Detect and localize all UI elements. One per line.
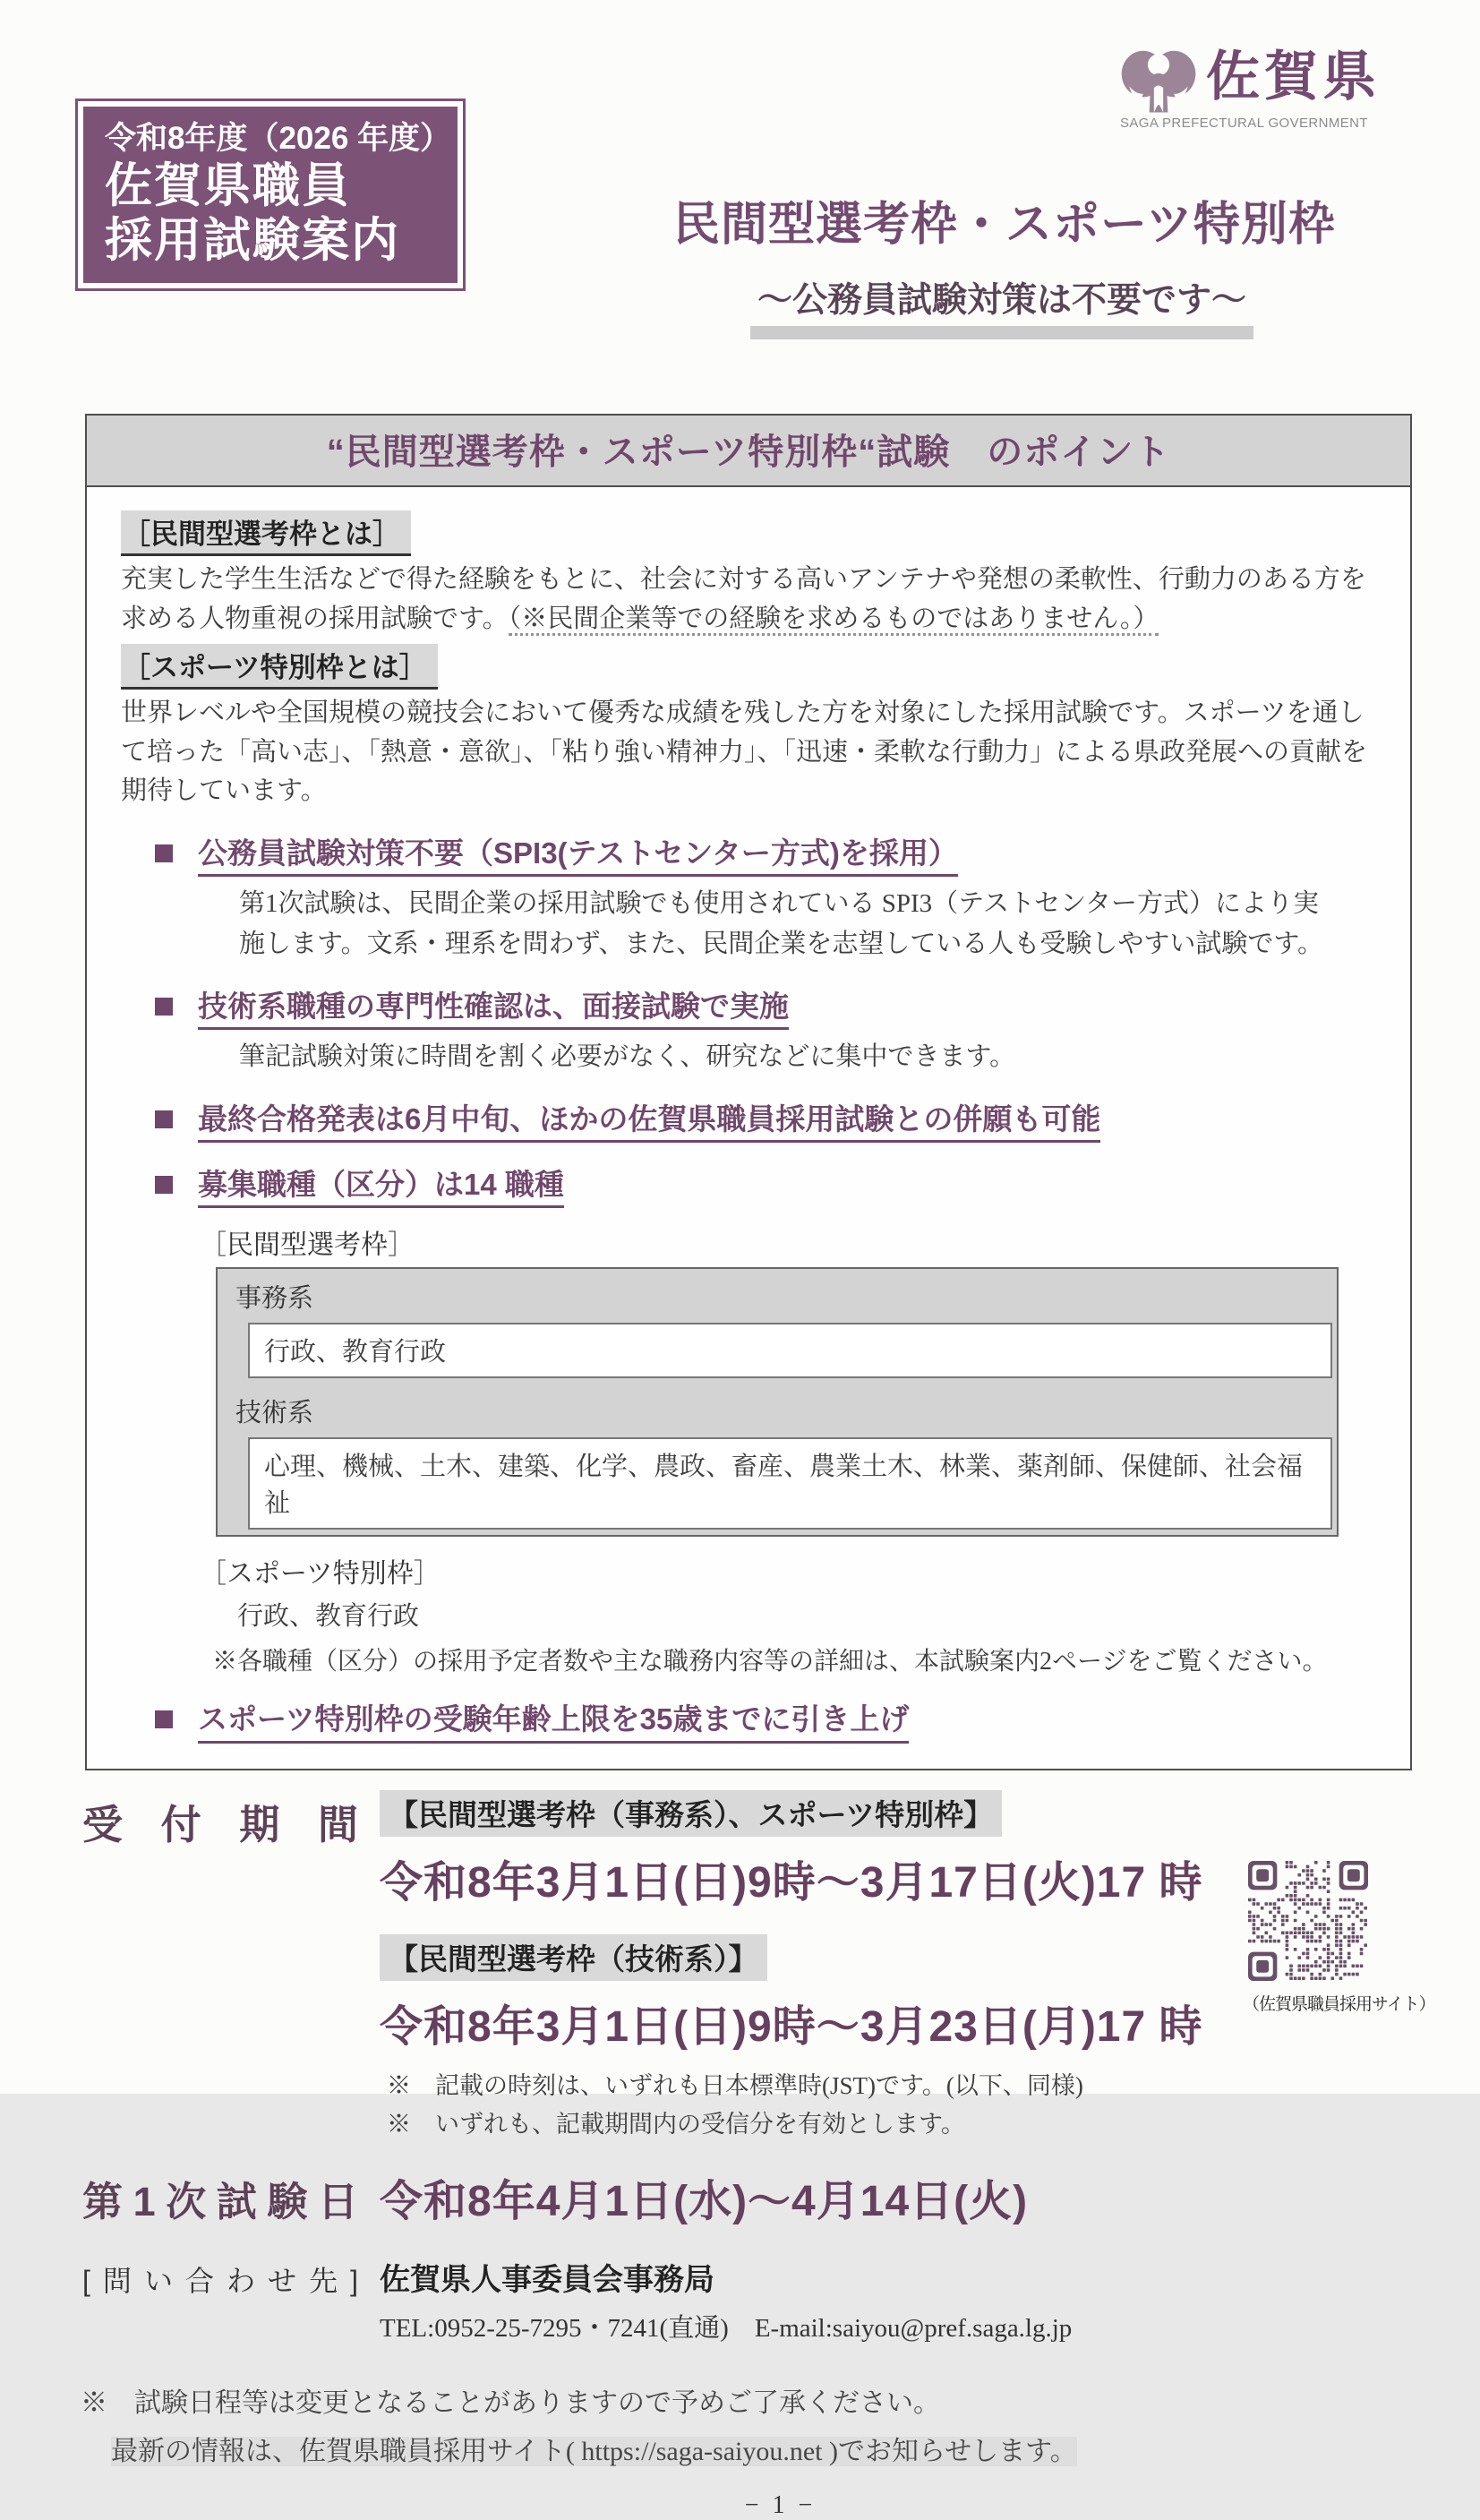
bullet-age-limit-title: スポーツ特別枠の受験年齢上限を35歳までに引き上げ <box>198 1701 909 1743</box>
saga-logo-row <box>1120 41 1407 113</box>
reception-tag-clerical-sports: 【民間型選考枠（事務系）、スポーツ特別枠】 <box>380 1790 1002 1837</box>
first-exam-label: 第1次試験日 <box>82 2178 358 2224</box>
bullet-square-icon <box>155 998 173 1016</box>
first-exam-date: 令和8年4月1日(水)～4月14日(火) <box>380 2177 1029 2225</box>
bullet-spi3-title: 公務員試験対策不要（SPI3(テストセンター方式)を採用） <box>198 835 958 877</box>
qr-code-icon <box>1248 1861 1368 1981</box>
page-footer <box>81 2380 1480 2520</box>
reception-note-jst: ※ 記載の時刻は、いずれも日本標準時(JST)です。(以下、同様) <box>387 2071 1083 2099</box>
group-label-private: ［民間型選考枠］ <box>200 1230 415 1261</box>
bullet-technical-interview-title: 技術系職種の専門性確認は、面接試験で実施 <box>198 988 789 1030</box>
saga-prefecture-emblem-icon <box>1120 41 1197 113</box>
logo-subtitle: SAGA PREFECTURAL GOVERNMENT <box>1120 116 1368 131</box>
reception-note-validity: ※ いずれも、記載期間内の受信分を有効とします。 <box>387 2110 965 2138</box>
bullet-age-limit <box>155 1701 1380 1743</box>
job-table-header-technical: 技術系 <box>235 1399 314 1428</box>
bullet-square-icon <box>155 1710 173 1728</box>
def-body-sports: 世界レベルや全国規模の競技会において優秀な成績を残した方を対象にした採用試験です。スポーツを通して培った「高い志」、「熱意・意欲」、「粘り強い精神力」、「迅速・柔軟な行動力」による県政発展への貢献を期待しています。 <box>121 699 1368 805</box>
group-value-sports: 行政、教育行政 <box>237 1602 420 1632</box>
def-body-private <box>121 561 1380 639</box>
bullet-spi3 <box>155 835 1380 877</box>
bullet-spi3-body: 第1次試験は、民間企業の採用試験でも使用されている SPI3（テストセンター方式）により実施します。文系・理系を問わず、また、民間企業を志望している人も受験しやすい試験です。 <box>239 888 1324 958</box>
reception-date-clerical-sports: 令和8年3月1日(日)9時～3月17日(火)17 時 <box>380 1858 1203 1907</box>
qr-block <box>1243 1861 1435 2015</box>
contact-label: [問い合わせ先] <box>82 2264 358 2297</box>
bullet-job-categories <box>155 1166 1380 1208</box>
bullet-square-icon <box>155 844 173 862</box>
bullet-technical-interview-body: 筆記試験対策に時間を割く必要がなく、研究などに集中できます。 <box>239 1041 1016 1071</box>
reception-period-details <box>380 1790 1203 2143</box>
bullet-technical-interview <box>155 988 1380 1030</box>
points-box <box>85 414 1412 1770</box>
footer-note-schedule-change: ※ 試験日程等は変更となることがありますので予めご了承ください。 <box>81 2387 940 2418</box>
title-fiscal-year: 令和8年度（2026 年度） <box>105 121 452 156</box>
saga-logo <box>1120 41 1407 131</box>
points-box-body <box>87 487 1410 1769</box>
def-body-private-text: 充実した学生生活などで得た経験をもとに、社会に対する高いアンテナや発想の柔軟性、行動力のある方を求める人物重視の採用試験です。 <box>121 565 1366 633</box>
title-box-inner <box>83 107 458 283</box>
job-table-cell-clerical: 行政、教育行政 <box>248 1323 1332 1378</box>
title-box <box>75 99 466 291</box>
contact-row <box>82 2255 1480 2344</box>
bullet-final-results <box>155 1101 1380 1143</box>
logo-name: 佐賀県 <box>1206 47 1381 107</box>
bullet-square-icon <box>155 1176 173 1194</box>
contact-tel-email: TEL:0952-25-7295・7241(直通) E-mail:saiyou@pref.saga.lg.jp <box>380 2313 1073 2343</box>
bullet-final-results-title: 最終合格発表は6月中旬、ほかの佐賀県職員採用試験との併願も可能 <box>198 1101 1100 1143</box>
title-line-staff: 佐賀県職員 <box>105 159 351 212</box>
footer-note-latest-info-text: 最新の情報は、佐賀県職員採用サイト( https://saga-saiyou.net )でお知らせします。 <box>111 2436 1077 2466</box>
reception-date-technical: 令和8年3月1日(日)9時～3月23日(月)17 時 <box>380 2002 1203 2051</box>
job-category-table <box>216 1267 1339 1537</box>
def-heading-sports: ［スポーツ特別枠とは］ <box>121 644 438 690</box>
qr-caption: （佐賀県職員採用サイト） <box>1243 1995 1435 2014</box>
reception-period-label: 受付期間 <box>82 1801 358 1847</box>
job-table-cell-technical: 心理、機械、土木、建築、化学、農政、畜産、農業土木、林業、薬剤師、保健師、社会福祉 <box>248 1437 1332 1530</box>
job-table-header-clerical: 事務系 <box>235 1284 314 1314</box>
def-note-private: （※民間企業等での経験を求めるものではありません。） <box>509 604 1159 636</box>
title-line-exam-guide: 採用試験案内 <box>105 214 400 268</box>
page-number: − 1 − <box>744 2490 817 2519</box>
footer-note-latest-info <box>111 2429 1480 2468</box>
contact-organization: 佐賀県人事委員会事務局 <box>380 2262 714 2297</box>
job-table-note: ※各職種（区分）の採用予定者数や主な職務内容等の詳細は、本試験案内2ページをご覧ください。 <box>212 1648 1328 1676</box>
bullet-square-icon <box>155 1110 173 1128</box>
first-exam-row <box>82 2166 1480 2228</box>
sub-heading: ～公務員試験対策は不要です～ <box>750 272 1253 339</box>
main-heading: 民間型選考枠・スポーツ特別枠 <box>673 199 1336 251</box>
definition-private-frame <box>121 509 1380 639</box>
definition-sports-frame <box>121 642 1380 811</box>
contact-details <box>380 2255 1072 2344</box>
reception-tag-technical: 【民間型選考枠（技術系）】 <box>380 1934 767 1981</box>
document-header <box>0 0 1480 414</box>
bullet-job-categories-title: 募集職種（区分）は14 職種 <box>198 1166 564 1208</box>
group-label-sports: ［スポーツ特別枠］ <box>200 1559 441 1590</box>
def-heading-private: ［民間型選考枠とは］ <box>121 510 411 556</box>
points-box-title: “民間型選考枠・スポーツ特別枠“試験 のポイント <box>87 416 1410 487</box>
